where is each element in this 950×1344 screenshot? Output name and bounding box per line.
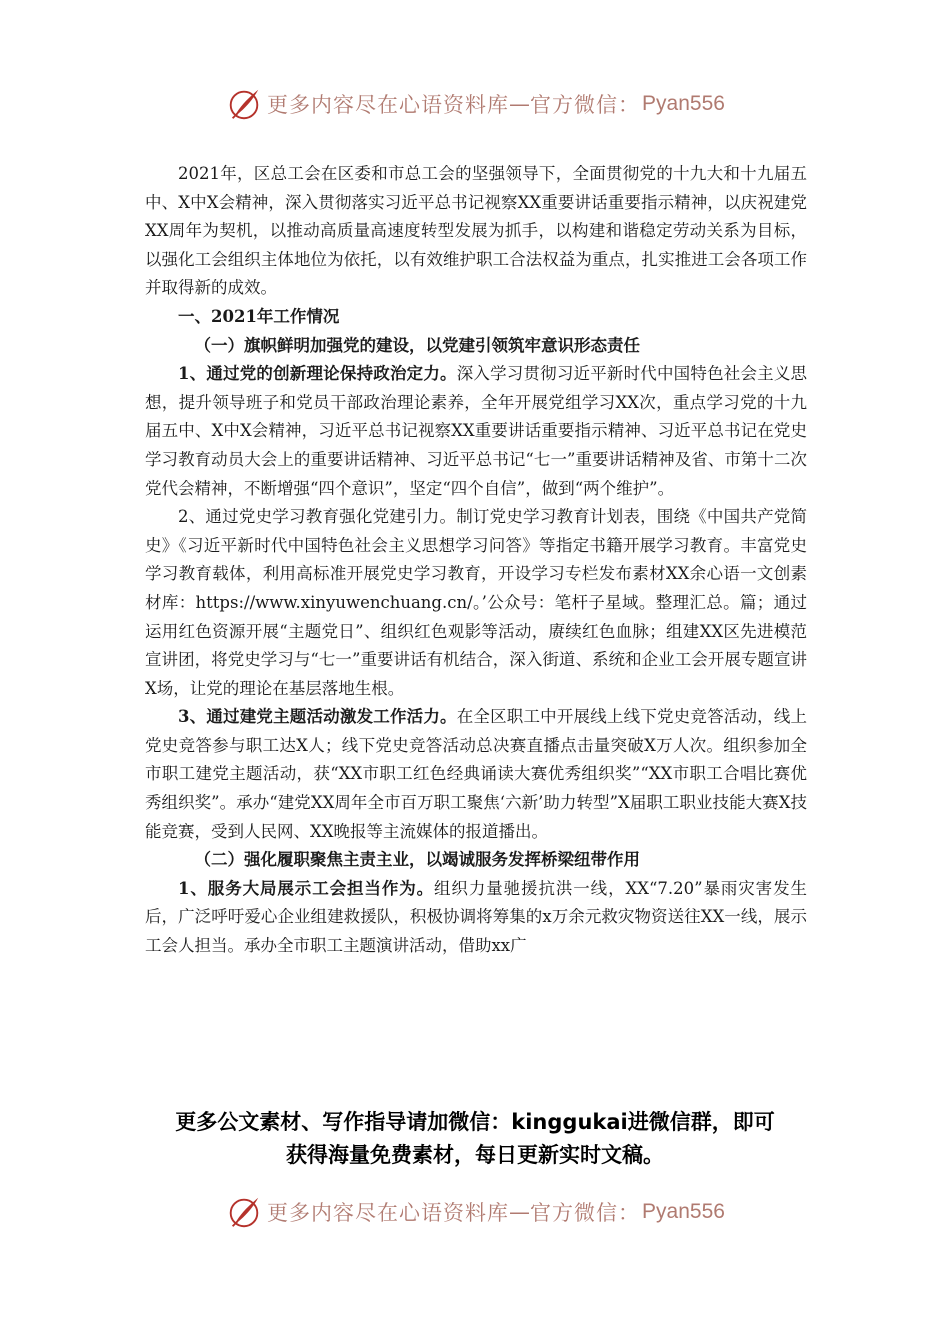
paragraph-1-text: 深入学习贯彻习近平新时代中国特色社会主义思想，提升领导班子和党员干部政治理论素养，全年开展党组学习XX次，重点学习党的十九届五中、X中X会精神，习近平总书记视察XX重要讲话重要指示精神、习近平总书记在党史学习教育动员大会上的重要讲话精神、习近平总书记“七一”重要讲话精神及省、市第十二次党代会精神，不断增强“四个意识”，坚定“四个自信”，做到“两个维护”。 [145,364,808,498]
intro-paragraph: 2021年，区总工会在区委和市总工会的坚强领导下，全面贯彻党的十九大和十九届五中、X中X会精神，深入贯彻落实习近平总书记视察XX重要讲话重要指示精神，以庆祝建党XX周年为契机，以推动高质量高速度转型发展为抓手，以构建和谐稳定劳动关系为目标，以强化工会组织主体地位为依托，以有效维护职工合法权益为重点，扎实推进工会各项工作并取得新的成效。 [145,164,807,298]
banner-dash: — [509,1200,531,1224]
paragraph-4 [145,875,807,961]
banner-dash: — [509,92,531,116]
subsection-heading-1: （一）旗帜鲜明加强党的建设，以党建引领筑牢意识形态责任 [194,335,640,355]
banner-site-name: 更多内容尽在心语资料库 [267,1201,510,1225]
paragraph-2-text: 制订党史学习教育计划表，围绕《中国共产党简史》《习近平新时代中国特色社会主义思想学习问答》等指定书籍开展学习教育。丰富党史学习教育载体，利用高标准开展党史学习教育，开设学习专栏发布素材XX余心语一文创素材库：https://www.xinyuwenchuang.cn/。’公众号：笔杆子星域。整理汇总。篇；通过运用红色资源开展“主题党日”、组织红色观影等活动，赓续红色血脉；组建XX区先进模范宣讲团，将党史学习与“七一”重要讲话有机结合，深入街道、系统和企业工会开展专题宣讲X场，让党的理论在基层落地生根。 [145,507,808,698]
promo-line-2: 获得海量免费素材，每日更新实时文稿。 [286,1143,664,1167]
footer-banner [0,1190,950,1234]
paragraph-2 [145,503,807,703]
paragraph-1 [145,360,807,503]
paragraph-4-lead: 1、服务大局展示工会担当作为。 [178,878,435,898]
paragraph-3-lead: 3、通过建党主题活动激发工作活力。 [178,707,457,727]
header-banner [0,82,950,126]
banner-wechat-id: Pyan556 [642,1200,725,1223]
document-body [145,160,807,961]
paragraph-2-lead: 2、通过党史学习教育强化党建引力。 [178,507,457,527]
paragraph-4-text: 组织力量驰援抗洪一线，XX“7.20”暴雨灾害发生后，广泛呼吁爱心企业组建救援队，积极协调将筹集的x万余元救灾物资送往XX一线，展示工会人担当。承办全市职工主题演讲活动，借助xx广 [145,878,807,956]
paragraph-3-text: 在全区职工中开展线上线下党史竞答活动，线上党史竞答参与职工达X人；线下党史竞答活动总决赛直播点击量突破X万人次。组织参加全市职工建党主题活动，获“XX市职工红色经典诵读大赛优秀组织奖”“XX市职工合唱比赛优秀组织奖”。承办“建党XX周年全市百万职工聚焦‘六新’助力转型”X届职工职业技能大赛X技能竞赛，受到人民网、XX晚报等主流媒体的报道播出。 [145,707,808,841]
banner-site-name: 更多内容尽在心语资料库 [267,93,510,117]
paragraph-1-lead: 1、通过党的创新理论保持政治定力。 [178,364,457,384]
banner-wechat-id: Pyan556 [642,92,725,115]
section-heading: 一、2021年工作情况 [178,306,340,326]
quill-logo-icon [225,1193,263,1231]
banner-wechat-label: 官方微信： [530,93,641,117]
promo-line-1: 更多公文素材、写作指导请加微信：kinggukai进微信群，即可 [175,1110,775,1134]
paragraph-3 [145,703,807,846]
promo-footer [0,1106,950,1172]
banner-wechat-label: 官方微信： [530,1201,641,1225]
subsection-heading-2: （二）强化履职聚焦主责主业，以竭诚服务发挥桥梁纽带作用 [194,850,640,870]
quill-logo-icon [225,85,263,123]
